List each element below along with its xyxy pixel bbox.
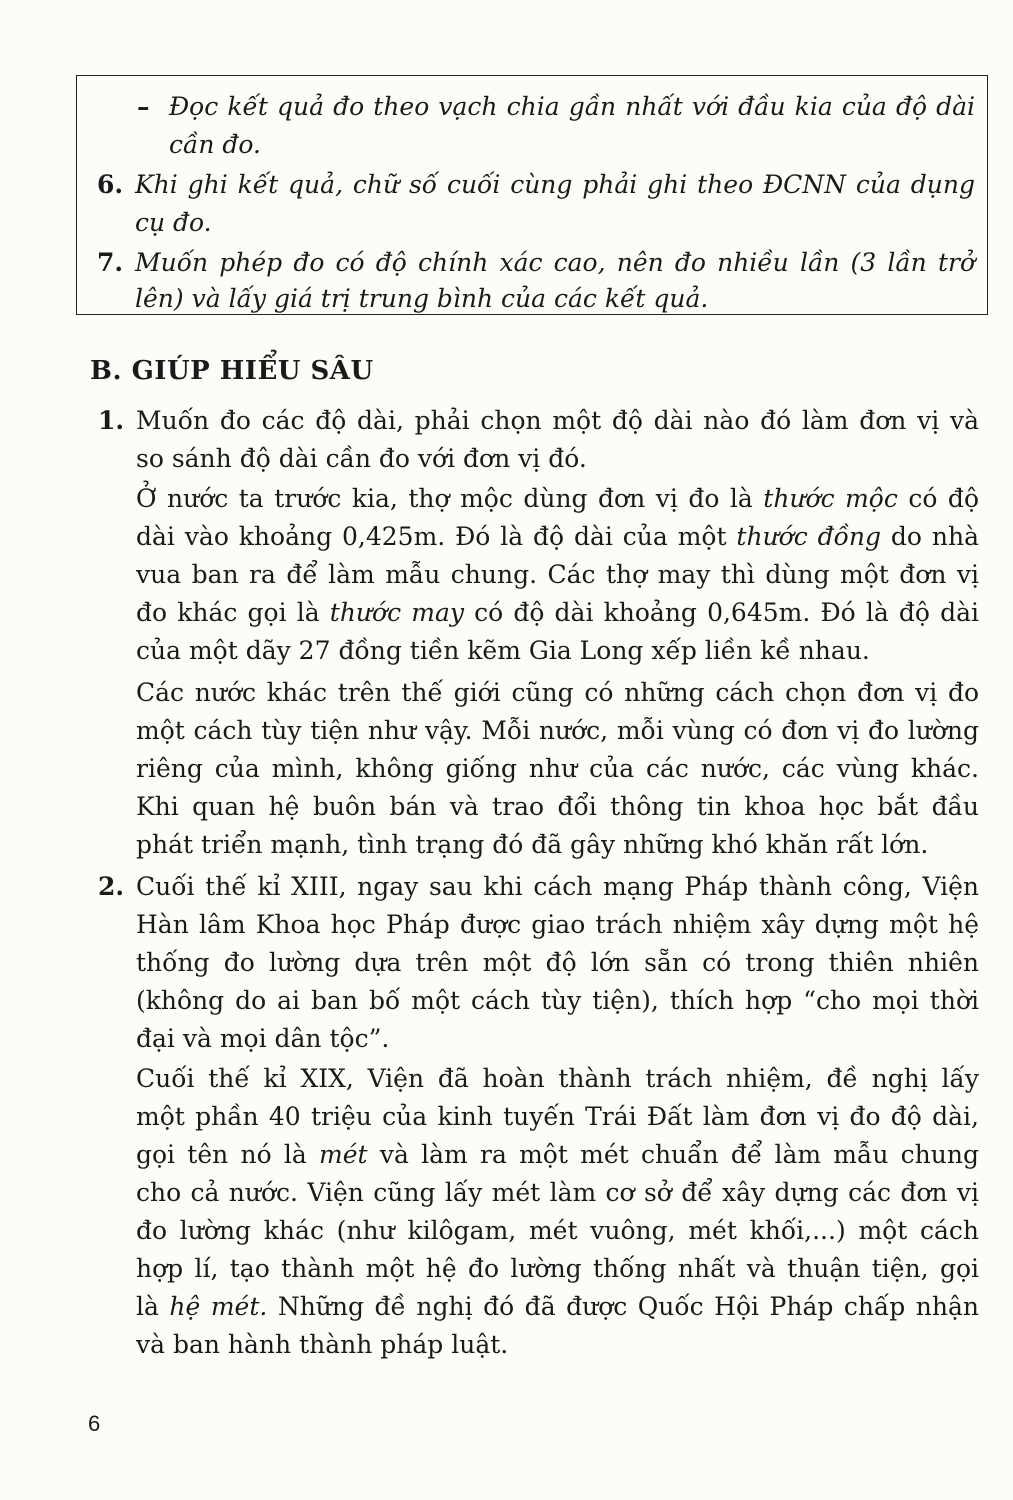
text-line: Muốn đo các độ dài, phải chọn một độ dài nào đó làm đơn vị và [136, 406, 979, 435]
text-line: so sánh độ dài cần đo với đơn vị đó. [136, 444, 587, 473]
item-number: 7. [97, 248, 124, 277]
text-line: Cuối thế kỉ XIII, ngay sau khi cách mạng Pháp thành công, Viện [136, 872, 979, 901]
text-line: gọi tên nó là mét và làm ra một mét chuẩn để làm mẫu chung [136, 1140, 979, 1169]
paragraph-2b [136, 1060, 979, 1364]
text-line: và ban hành thành pháp luật. [136, 1330, 509, 1359]
text-line: thống đo lường dựa trên một độ lớn sẵn có trong thiên nhiên [136, 948, 979, 977]
summary-text: cần đo. [169, 130, 261, 159]
text-line: hợp lí, tạo thành một hệ đo lường thống nhất và thuận tiện, gọi [136, 1254, 979, 1283]
text-line: Cuối thế kỉ XIX, Viện đã hoàn thành trách nhiệm, đề nghị lấy [136, 1064, 979, 1093]
dash-bullet: – [137, 92, 150, 121]
paragraph-number: 1. [98, 406, 125, 435]
text-line: Ở nước ta trước kia, thợ mộc dùng đơn vị đo là thước mộc có độ [136, 484, 979, 513]
section-heading: B. GIÚP HIỂU SÂU [90, 356, 374, 386]
summary-text: Khi ghi kết quả, chữ số cuối cùng phải ghi theo ĐCNN của dụng [135, 170, 975, 199]
text-line: cho cả nước. Viện cũng lấy mét làm cơ sở để xây dựng các đơn vị [136, 1178, 979, 1207]
text-line: là hệ mét. Những đề nghị đó đã được Quốc Hội Pháp chấp nhận [136, 1292, 979, 1321]
item-number: 6. [97, 170, 124, 199]
paragraph-number: 2. [98, 872, 125, 901]
text-line: phát triển mạnh, tình trạng đó đã gây những khó khăn rất lớn. [136, 830, 929, 859]
text-line: đo lường khác (như kilôgam, mét vuông, mét khối,...) một cách [136, 1216, 979, 1245]
paragraph-1b [136, 480, 979, 670]
text-line: đại và mọi dân tộc”. [136, 1024, 390, 1053]
text-line: vua ban ra để làm mẫu chung. Các thợ may thì dùng một đơn vị [136, 560, 979, 589]
text-line: một phần 40 triệu của kinh tuyến Trái Đất làm đơn vị đo độ dài, [136, 1102, 979, 1131]
text-line: của một dãy 27 đồng tiền kẽm Gia Long xếp liền kề nhau. [136, 636, 870, 665]
summary-text: Đọc kết quả đo theo vạch chia gần nhất với đầu kia của độ dài [169, 92, 975, 121]
text-line: Các nước khác trên thế giới cũng có những cách chọn đơn vị đo [136, 678, 979, 707]
text-line: dài vào khoảng 0,425m. Đó là độ dài của một thước đồng do nhà [136, 522, 979, 551]
paragraph-1c [136, 674, 979, 864]
summary-text: Muốn phép đo có độ chính xác cao, nên đo nhiều lần (3 lần trở [135, 248, 975, 277]
text-line: đo khác gọi là thước may có độ dài khoảng 0,645m. Đó là độ dài [136, 598, 980, 627]
text-line: Khi quan hệ buôn bán và trao đổi thông tin khoa học bắt đầu [136, 792, 979, 821]
page-number: 6 [88, 1411, 101, 1436]
text-line: Hàn lâm Khoa học Pháp được giao trách nhiệm xây dựng một hệ [136, 910, 979, 939]
summary-box [76, 75, 988, 315]
paragraph-1 [98, 402, 979, 478]
text-line: riêng của mình, không giống như của các nước, các vùng khác. [136, 754, 979, 783]
paragraph-2 [98, 868, 979, 1058]
summary-text: cụ đo. [135, 208, 212, 237]
summary-text: lên) và lấy giá trị trung bình của các kết quả. [135, 284, 709, 313]
text-line: một cách tùy tiện như vậy. Mỗi nước, mỗi vùng có đơn vị đo lường [136, 716, 979, 745]
text-line: (không do ai ban bố một cách tùy tiện), thích hợp “cho mọi thời [136, 986, 979, 1015]
